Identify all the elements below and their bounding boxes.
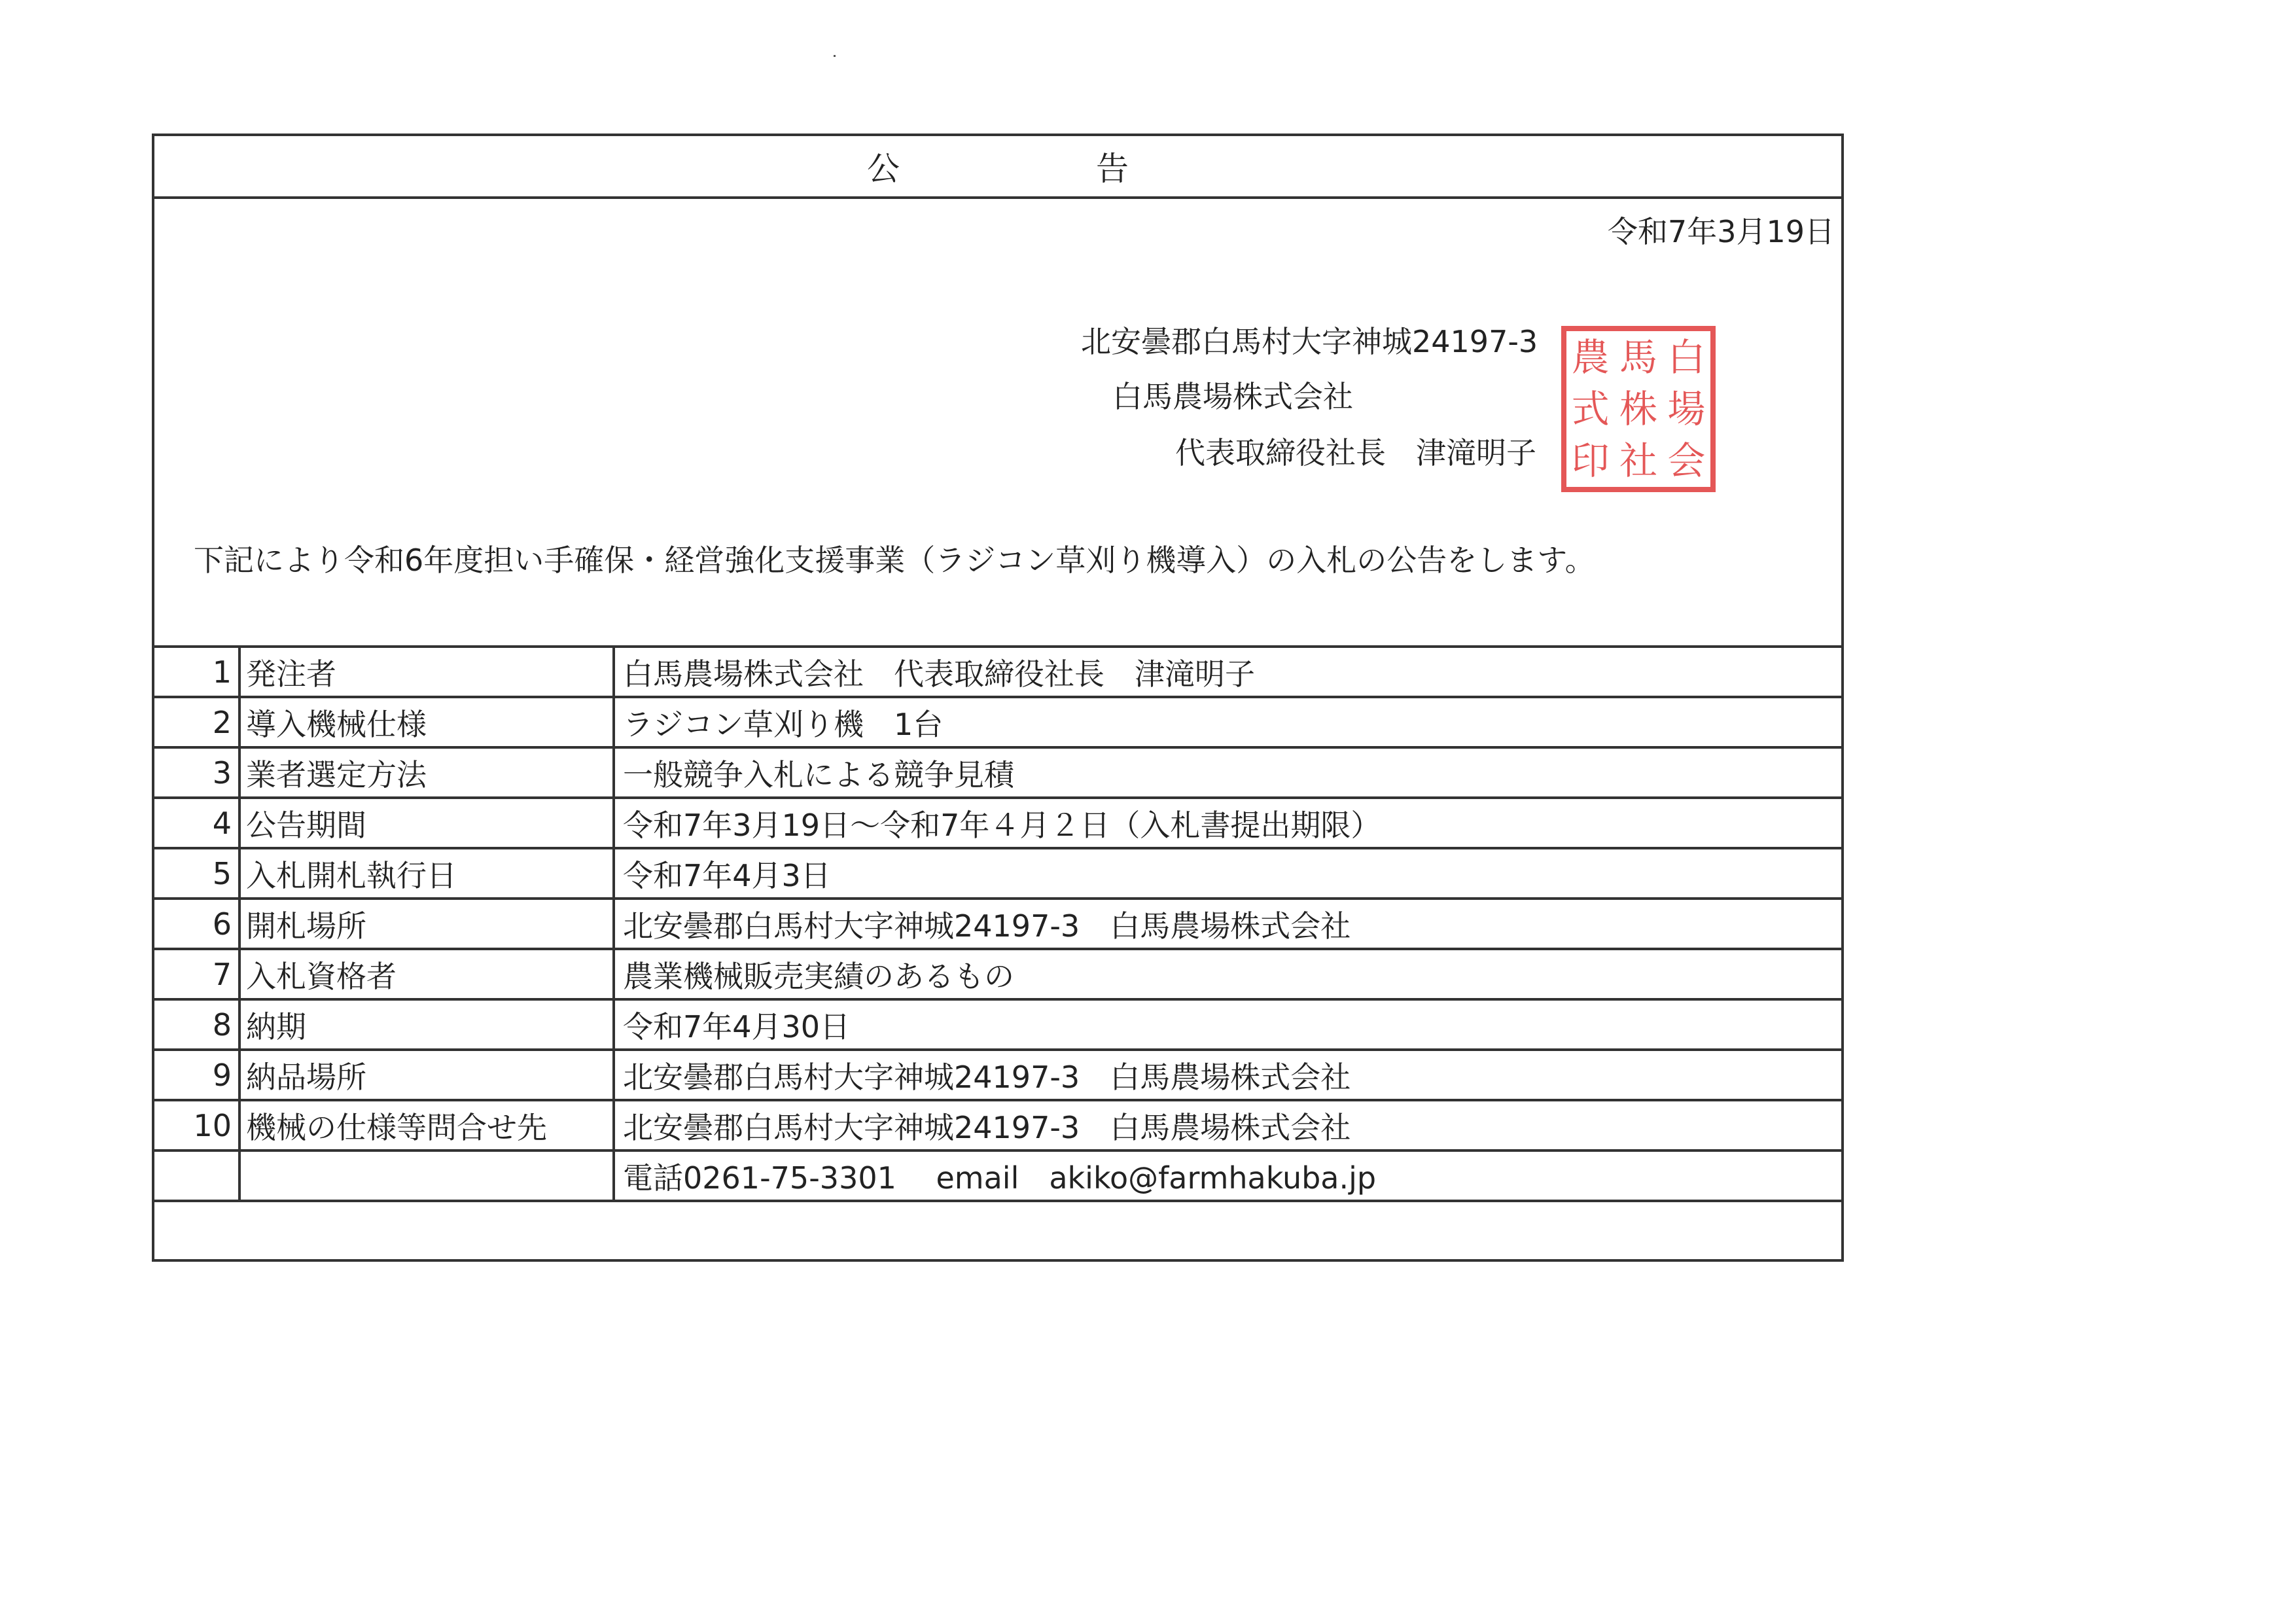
item-value: 北安曇郡白馬村大字神城24197-3 白馬農場株式会社 [614, 1050, 1843, 1100]
item-value: 農業機械販売実績のあるもの [614, 949, 1843, 999]
issuer-representative: 代表取締役社長 津滝明子 [1175, 435, 1536, 471]
item-number: 2 [153, 697, 239, 747]
seal-char: 印 [1571, 438, 1610, 484]
seal-char: 場 [1667, 386, 1706, 431]
scan-speck [834, 55, 836, 57]
item-label: 開札場所 [239, 899, 614, 949]
company-seal-stamp [1561, 326, 1716, 492]
item-number: 1 [153, 647, 239, 697]
table-row [153, 1050, 1843, 1100]
item-value: ラジコン草刈り機 1台 [614, 697, 1843, 747]
item-number [153, 1150, 239, 1201]
item-number: 3 [153, 747, 239, 798]
item-value: 令和7年4月30日 [614, 999, 1843, 1050]
item-number: 9 [153, 1050, 239, 1100]
table-row [153, 899, 1843, 949]
table-row [153, 1100, 1843, 1150]
seal-char: 会 [1667, 438, 1706, 484]
item-value: 電話0261-75-3301 email akiko@farmhakuba.jp [614, 1150, 1843, 1201]
item-value: 一般競争入札による競争見積 [614, 747, 1843, 798]
seal-char: 白 [1667, 334, 1706, 380]
notice-frame [152, 134, 1844, 1262]
item-label: 発注者 [239, 647, 614, 697]
item-label: 公告期間 [239, 798, 614, 848]
seal-char: 株 [1619, 386, 1657, 431]
item-value: 北安曇郡白馬村大字神城24197-3 白馬農場株式会社 [614, 899, 1843, 949]
table-row [153, 949, 1843, 999]
item-value: 白馬農場株式会社 代表取締役社長 津滝明子 [614, 647, 1843, 697]
item-value: 北安曇郡白馬村大字神城24197-3 白馬農場株式会社 [614, 1100, 1843, 1150]
seal-char: 馬 [1619, 334, 1657, 380]
item-label [239, 1150, 614, 1201]
notice-title: 公告 [154, 136, 1841, 199]
table-row [153, 999, 1843, 1050]
item-value: 令和7年4月3日 [614, 848, 1843, 899]
issuer-address: 北安曇郡白馬村大字神城24197-3 [1081, 324, 1538, 359]
item-number: 4 [153, 798, 239, 848]
notice-intro: 下記により令和6年度担い手確保・経営強化支援事業（ラジコン草刈り機導入）の入札の公告をします。 [194, 543, 1595, 578]
seal-char: 社 [1619, 438, 1657, 484]
table-row [153, 747, 1843, 798]
item-number: 8 [153, 999, 239, 1050]
table-row [153, 697, 1843, 747]
seal-char: 農 [1571, 334, 1610, 380]
item-label: 機械の仕様等問合せ先 [239, 1100, 614, 1150]
item-label: 納期 [239, 999, 614, 1050]
item-number: 6 [153, 899, 239, 949]
seal-char: 式 [1571, 386, 1610, 431]
table-row [153, 647, 1843, 697]
item-number: 5 [153, 848, 239, 899]
table-row [153, 848, 1843, 899]
issuer-company: 白馬農場株式会社 [1112, 379, 1353, 414]
item-label: 入札資格者 [239, 949, 614, 999]
item-label: 業者選定方法 [239, 747, 614, 798]
table-row [153, 798, 1843, 848]
item-number: 7 [153, 949, 239, 999]
table-row [153, 1150, 1843, 1201]
item-label: 入札開札執行日 [239, 848, 614, 899]
item-value: 令和7年3月19日～令和7年４月２日（入札書提出期限） [614, 798, 1843, 848]
item-label: 導入機械仕様 [239, 697, 614, 747]
notice-items-table [152, 645, 1844, 1202]
notice-date: 令和7年3月19日 [1607, 214, 1835, 249]
item-number: 10 [153, 1100, 239, 1150]
item-label: 納品場所 [239, 1050, 614, 1100]
